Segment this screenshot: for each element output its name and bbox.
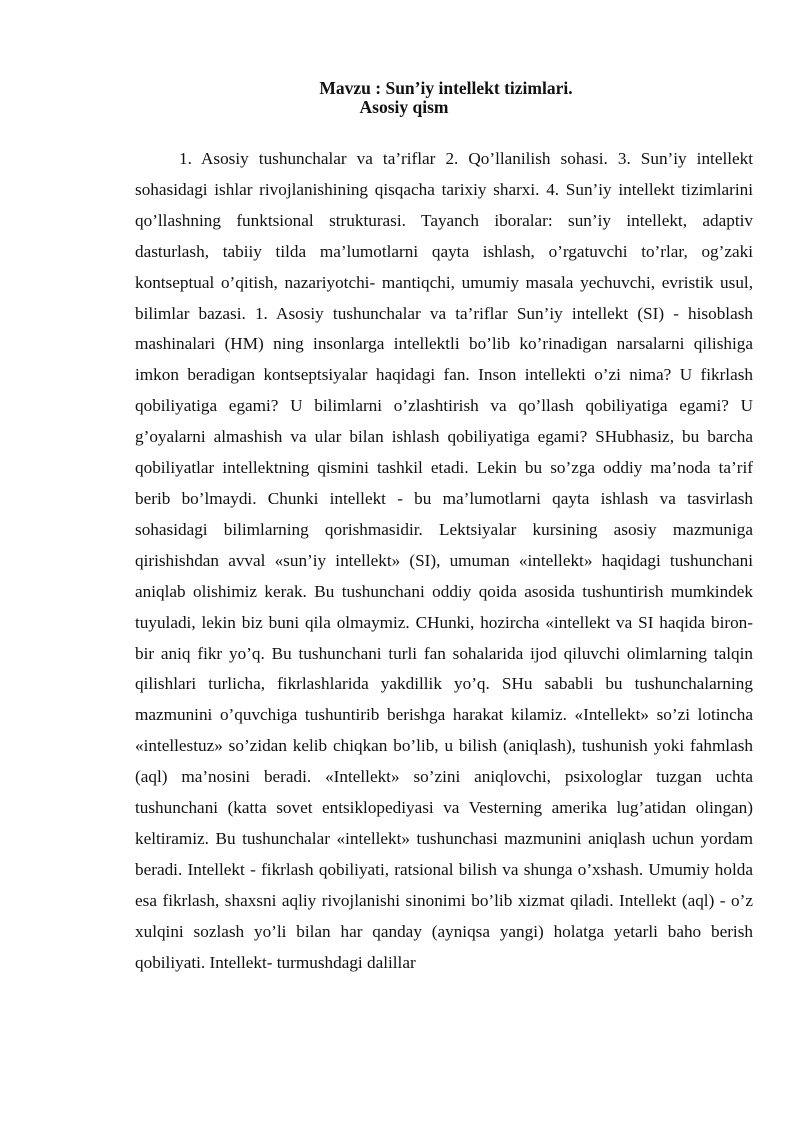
document-title: Mavzu : Sun’iy intellekt tizimlari. (319, 78, 573, 98)
document-subtitle: Asosiy qism (359, 97, 449, 117)
body-paragraph: 1. Asosiy tushunchalar va ta’riflar 2. Qo’llanilish sohasi. 3. Sun’iy intellekt sohasidagi ishlar rivojlanishining qisqacha tarixiy sharxi. 4. Sun’iy intellekt tizimlarini qo’llashning funktsional strukturasi. Tayanch iboralar: sun’iy intellekt, adaptiv dasturlash, tabiiy tilda ma’lumotlarni qayta ishlash, o’rgatuvchi to’rlar, og’zaki kontseptual o’qitish, nazariyotchi- mantiqchi, umumiy masala yechuvchi, evristik usul, bilimlar bazasi. 1. Asosiy tushunchalar va ta’riflar Sun’iy intellekt (SI) - hisoblash mashinalari (HM) ning insonlarga intellektli bo’lib ko’rinadigan narsalarni qilishiga imkon beradigan kontseptsiyalar haqidagi fan. Inson intellekti o’zi nima? U fikrlash qobiliyatiga egami? U bilimlarni o’zlashtirish va qo’llash qobiliyatiga egami? U g’oyalarni almashish va ular bilan ishlash qobiliyatiga egami? SHubhasiz, bu barcha qobiliyatlar intellektning qismini tashkil etadi. Lekin bu so’zga oddiy ma’noda ta’rif berib bo’lmaydi. Chunki intellekt - bu ma’lumotlarni qayta ishlash va tasvirlash sohasidagi bilimlarning qorishmasidir. Lektsiyalar kursining asosiy mazmuniga qirishishdan avval «sun’iy intellekt» (SI), umuman «intellekt» haqidagi tushunchani aniqlab olishimiz kerak. Bu tushunchani oddiy qoida asosida tushuntirish mumkindek tuyuladi, lekin biz buni qila olmaymiz. CHunki, hozircha «intellekt va SI haqida biron-bir aniq fikr yo’q. Bu tushunchani turli fan sohalarida ijod qiluvchi olimlarning talqin qilishlari turlicha, fikrlashlarida yakdillik yo’q. SHu sababli bu tushunchalarning mazmunini o’quvchiga tushuntirib berishga harakat kilamiz. «Intellekt» so’zi lotincha «intellestuz» so’zidan kelib chiqkan bo’lib, u bilish (aniqlash), tushunish yoki fahmlash (aql) ma’nosini beradi. «Intellekt» so’zini aniqlovchi, psixologlar tuzgan uchta tushunchani (katta sovet entsiklopediyasi va Vesterning amerika lug’atidan olingan) keltiramiz. Bu tushunchalar «intellekt» tushunchasi mazmunini aniqlash uchun yordam beradi. Intellekt - fikrlash qobiliyati, ratsional bilish va shunga o’xshash. Umumiy holda esa fikrlash, shaxsni aqliy rivojlanishi sinonimi bo’lib xizmat qiladi. Intellekt (aql) - o’z xulqini sozlash yo’li bilan har qanday (ayniqsa yangi) holatga yetarli baho berish qobiliyati. Intellekt- turmushdagi dalillar (135, 149, 753, 972)
